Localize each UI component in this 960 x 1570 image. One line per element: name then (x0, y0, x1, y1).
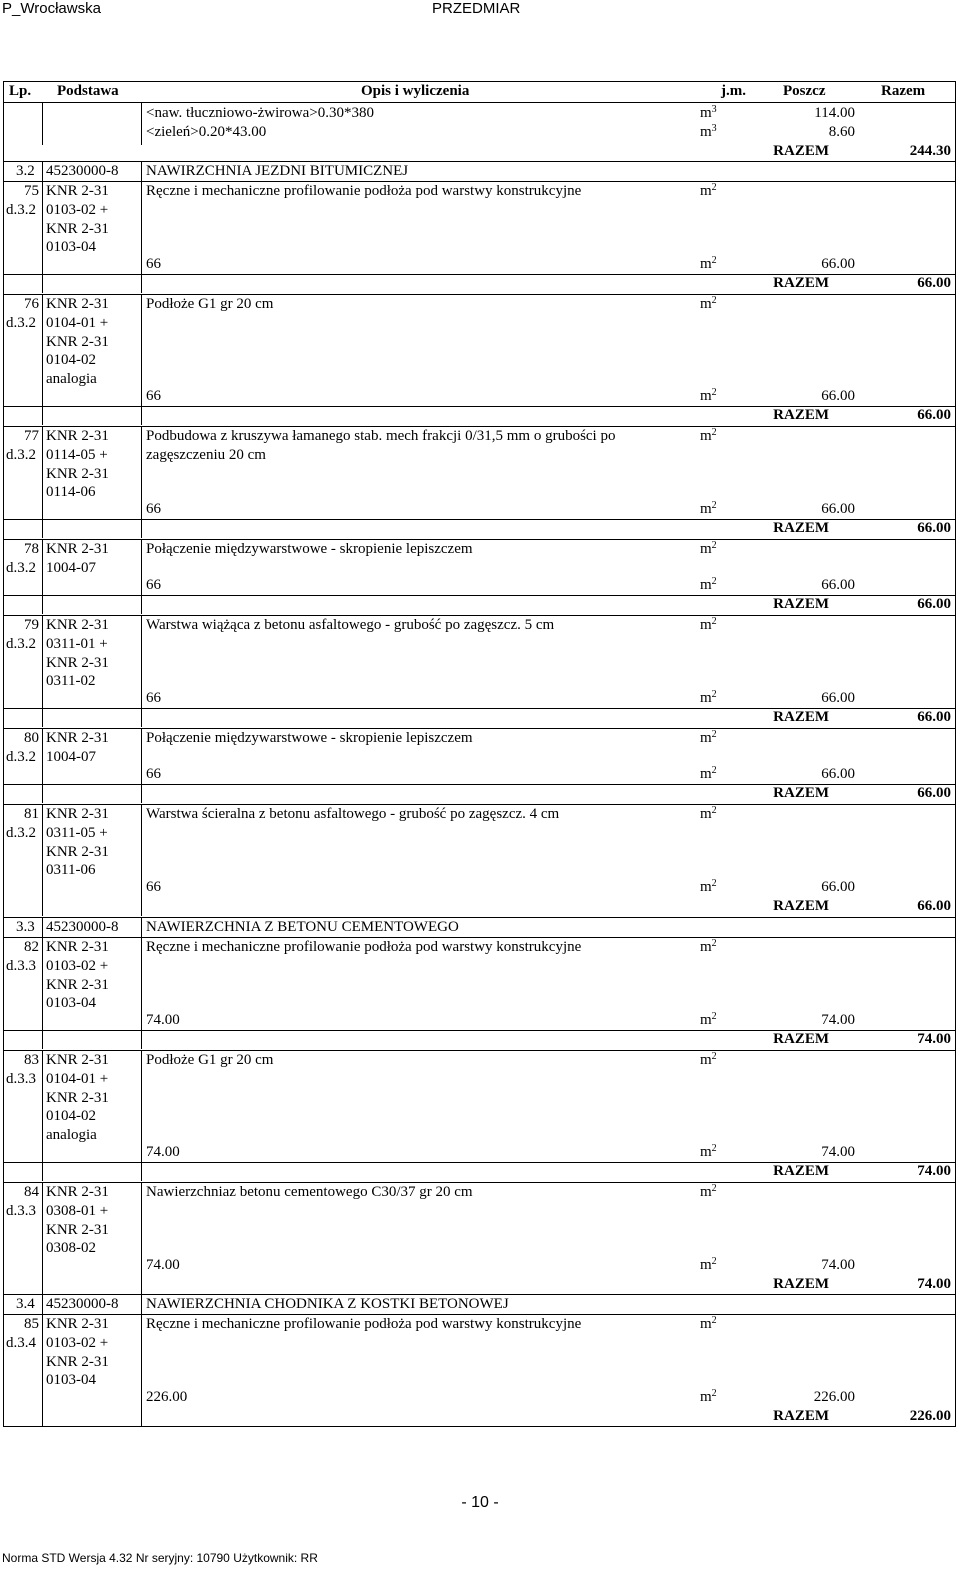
unit-exponent: 2 (711, 1183, 717, 1194)
basis-line: 0311-01 + (46, 635, 108, 652)
unit-exponent: 2 (711, 729, 717, 740)
column-divider (42, 615, 43, 727)
unit-symbol: m (700, 939, 712, 955)
item-reference: d.3.2 (6, 447, 36, 463)
item-number: 80 (24, 730, 39, 746)
basis-line: analogia (46, 1127, 97, 1144)
razem-value: 74.00 (917, 1163, 951, 1179)
unit-exponent: 2 (711, 1388, 717, 1399)
unit-cell (700, 1183, 717, 1202)
unit-cell (700, 540, 717, 559)
row-divider (3, 784, 956, 785)
unit-symbol: m (700, 617, 712, 633)
calc-expression: 66 (146, 690, 161, 706)
unit-symbol: m (700, 806, 712, 822)
basis-line: KNR 2-31 (46, 976, 109, 993)
section-cpv: 45230000-8 (46, 1296, 119, 1312)
quantity-value: 66.00 (821, 879, 855, 895)
row-divider (3, 1162, 956, 1163)
basis-line: KNR 2-31 (46, 617, 109, 633)
unit-exponent: 2 (711, 500, 717, 511)
unit-symbol: m (700, 690, 712, 706)
column-divider (141, 728, 142, 803)
basis-line: KNR 2-31 (46, 654, 109, 671)
unit-symbol: m (700, 124, 712, 140)
basis-line: KNR 2-31 (46, 843, 109, 860)
item-reference: d.3.2 (6, 560, 36, 576)
razem-value: 66.00 (917, 520, 951, 536)
unit-exponent: 2 (711, 540, 717, 551)
unit-cell (700, 123, 717, 142)
unit-cell (700, 765, 717, 784)
col-header-unit: j.m. (721, 83, 746, 99)
razem-label: RAZEM (773, 520, 829, 536)
item-reference: d.3.2 (6, 825, 36, 841)
item-reference: d.3.4 (6, 1335, 36, 1351)
basis-line: KNR 2-31 (46, 183, 109, 199)
item-description: Warstwa wiążąca z betonu asfaltowego - grubość po zagęszcz. 5 cm (146, 617, 555, 633)
unit-symbol: m (700, 105, 712, 121)
unit-cell (700, 182, 717, 201)
unit-exponent: 2 (711, 805, 717, 816)
calc-expression: 66 (146, 879, 161, 895)
col-header-lp: Lp. (9, 83, 32, 99)
calc-expression: 74.00 (146, 1012, 180, 1028)
item-description: zagęszczeniu 20 cm (146, 447, 266, 463)
unit-exponent: 2 (711, 689, 717, 700)
calc-expression: <naw. tłuczniowo-żwirowa>0.30*380 (146, 105, 374, 121)
calc-expression: <zieleń>0.20*43.00 (146, 124, 267, 140)
razem-value: 66.00 (917, 709, 951, 725)
basis-line: 0308-02 (46, 1240, 96, 1257)
item-number: 76 (24, 296, 39, 312)
calc-expression: 226.00 (146, 1389, 188, 1405)
razem-value: 74.00 (917, 1031, 951, 1047)
quantity-value: 66.00 (821, 766, 855, 782)
unit-exponent: 2 (711, 1256, 717, 1267)
column-divider (141, 804, 142, 916)
basis-line: KNR 2-31 (46, 465, 109, 482)
page-number: - 10 - (461, 1494, 499, 1511)
quantity-value: 74.00 (821, 1012, 855, 1028)
item-number: 84 (24, 1184, 39, 1200)
unit-symbol: m (700, 256, 712, 272)
basis-line: KNR 2-31 (46, 939, 109, 955)
basis-line: 0103-02 + (46, 1334, 109, 1351)
basis-line: 1004-07 (46, 748, 96, 765)
razem-value: 74.00 (917, 1276, 951, 1292)
column-divider (141, 426, 142, 538)
column-divider (141, 937, 142, 1049)
unit-cell (700, 1388, 717, 1407)
calc-expression: 66 (146, 766, 161, 782)
unit-exponent: 2 (711, 616, 717, 627)
basis-line: 0311-02 (46, 673, 96, 690)
section-code: 3.2 (16, 163, 35, 179)
section-code: 3.4 (16, 1296, 35, 1312)
unit-cell (700, 387, 717, 406)
column-divider (42, 161, 43, 181)
item-number: 78 (24, 541, 39, 557)
unit-exponent: 3 (711, 104, 717, 115)
item-reference: d.3.2 (6, 636, 36, 652)
basis-line: KNR 2-31 (46, 1353, 109, 1370)
item-reference: d.3.3 (6, 958, 36, 974)
column-divider (141, 161, 142, 181)
calc-expression: 74.00 (146, 1144, 180, 1160)
unit-exponent: 2 (711, 938, 717, 949)
quantity-value: 66.00 (821, 690, 855, 706)
unit-symbol: m (700, 577, 712, 593)
unit-symbol: m (700, 1012, 712, 1028)
item-number: 75 (24, 183, 39, 199)
column-divider (141, 1294, 142, 1314)
item-reference: d.3.3 (6, 1071, 36, 1087)
row-divider (3, 708, 956, 709)
row-divider (3, 1030, 956, 1031)
quantity-value: 66.00 (821, 501, 855, 517)
unit-cell (700, 805, 717, 824)
unit-symbol: m (700, 1389, 712, 1405)
unit-exponent: 2 (711, 1051, 717, 1062)
unit-exponent: 3 (711, 123, 717, 134)
basis-line: KNR 2-31 (46, 220, 109, 237)
col-header-total: Razem (881, 83, 926, 99)
column-divider (42, 917, 43, 937)
unit-cell (700, 1315, 717, 1334)
unit-symbol: m (700, 1052, 712, 1068)
section-cpv: 45230000-8 (46, 919, 119, 935)
item-description: Podbudowa z kruszywa łamanego stab. mech frakcji 0/31,5 mm o grubości po (146, 428, 616, 444)
razem-value: 226.00 (909, 1408, 951, 1424)
unit-cell (700, 255, 717, 274)
column-divider (42, 728, 43, 803)
unit-symbol: m (700, 428, 712, 444)
unit-cell (700, 878, 717, 897)
unit-symbol: m (700, 1257, 712, 1273)
software-info: Norma STD Wersja 4.32 Nr seryjny: 10790 Użytkownik: RR (2, 1551, 318, 1565)
basis-line: KNR 2-31 (46, 1052, 109, 1068)
basis-line: KNR 2-31 (46, 333, 109, 350)
unit-symbol: m (700, 730, 712, 746)
item-description: Ręczne i mechaniczne profilowanie podłoża pod warstwy konstrukcyjne (146, 1316, 582, 1332)
razem-label: RAZEM (773, 275, 829, 291)
unit-symbol: m (700, 879, 712, 895)
unit-exponent: 2 (711, 182, 717, 193)
unit-symbol: m (700, 1316, 712, 1332)
row-divider (3, 406, 956, 407)
quantity-value: 8.60 (828, 124, 855, 140)
basis-line: KNR 2-31 (46, 730, 109, 746)
basis-line: 0104-01 + (46, 314, 109, 331)
unit-cell (700, 500, 717, 519)
basis-line: 0311-06 (46, 862, 96, 879)
quantity-value: 74.00 (821, 1257, 855, 1273)
basis-line: KNR 2-31 (46, 1221, 109, 1238)
item-reference: d.3.3 (6, 1203, 36, 1219)
unit-symbol: m (700, 1144, 712, 1160)
basis-line: KNR 2-31 (46, 1089, 109, 1106)
column-divider (141, 1314, 142, 1426)
column-divider (42, 181, 43, 293)
basis-line: 0114-05 + (46, 446, 108, 463)
quantity-value: 74.00 (821, 1144, 855, 1160)
document-name: P_Wrocławska (2, 0, 101, 17)
basis-line: 0114-06 (46, 484, 96, 501)
item-description: Połączenie międzywarstwowe - skropienie lepiszczem (146, 541, 473, 557)
razem-label: RAZEM (773, 1276, 829, 1292)
basis-line: 0103-04 (46, 1372, 96, 1389)
row-divider (3, 274, 956, 275)
unit-symbol: m (700, 501, 712, 517)
unit-cell (700, 616, 717, 635)
quantity-value: 66.00 (821, 577, 855, 593)
unit-exponent: 2 (711, 427, 717, 438)
column-divider (42, 1314, 43, 1426)
unit-exponent: 2 (711, 1143, 717, 1154)
calc-expression: 66 (146, 388, 161, 404)
basis-line: KNR 2-31 (46, 296, 109, 312)
razem-label: RAZEM (773, 1408, 829, 1424)
quantity-value: 66.00 (821, 388, 855, 404)
item-number: 81 (24, 806, 39, 822)
razem-value: 66.00 (917, 785, 951, 801)
unit-cell (700, 1051, 717, 1070)
column-divider (42, 103, 43, 145)
basis-line: analogia (46, 371, 97, 388)
unit-cell (700, 1256, 717, 1275)
basis-line: KNR 2-31 (46, 806, 109, 822)
unit-symbol: m (700, 183, 712, 199)
col-header-basis: Podstawa (57, 83, 119, 99)
table-header (3, 81, 956, 103)
razem-label: RAZEM (773, 1163, 829, 1179)
column-divider (141, 103, 142, 145)
section-title: NAWIRZCHNIA JEZDNI BITUMICZNEJ (146, 163, 409, 179)
item-description: Podłoże G1 gr 20 cm (146, 296, 274, 312)
basis-line: 0104-01 + (46, 1070, 109, 1087)
unit-cell (700, 938, 717, 957)
razem-value: 66.00 (917, 407, 951, 423)
item-number: 83 (24, 1052, 39, 1068)
unit-cell (700, 689, 717, 708)
column-divider (42, 804, 43, 916)
razem-label: RAZEM (773, 709, 829, 725)
unit-exponent: 2 (711, 1315, 717, 1326)
unit-cell (700, 729, 717, 748)
document-title: PRZEDMIAR (432, 0, 521, 17)
basis-line: 0103-04 (46, 239, 96, 256)
col-header-description: Opis i wyliczenia (361, 83, 470, 99)
item-description: Ręczne i mechaniczne profilowanie podłoża pod warstwy konstrukcyjne (146, 183, 582, 199)
unit-exponent: 2 (711, 878, 717, 889)
razem-value: 66.00 (917, 596, 951, 612)
item-number: 77 (24, 428, 39, 444)
quantity-value: 226.00 (813, 1389, 855, 1405)
column-divider (141, 615, 142, 727)
column-divider (141, 181, 142, 293)
unit-cell (700, 576, 717, 595)
item-reference: d.3.2 (6, 749, 36, 765)
razem-label: RAZEM (773, 143, 829, 159)
basis-line: 0103-02 + (46, 957, 109, 974)
unit-exponent: 2 (711, 1011, 717, 1022)
item-reference: d.3.2 (6, 315, 36, 331)
razem-value: 66.00 (917, 275, 951, 291)
unit-symbol: m (700, 296, 712, 312)
column-divider (42, 1182, 43, 1294)
item-description: Podłoże G1 gr 20 cm (146, 1052, 274, 1068)
basis-line: 1004-07 (46, 559, 96, 576)
razem-label: RAZEM (773, 407, 829, 423)
item-reference: d.3.2 (6, 202, 36, 218)
column-divider (141, 917, 142, 937)
unit-symbol: m (700, 766, 712, 782)
basis-line: KNR 2-31 (46, 1184, 109, 1200)
calc-expression: 66 (146, 256, 161, 272)
unit-cell (700, 104, 717, 123)
razem-label: RAZEM (773, 596, 829, 612)
unit-symbol: m (700, 1184, 712, 1200)
quantity-value: 114.00 (814, 105, 855, 121)
unit-exponent: 2 (711, 387, 717, 398)
unit-exponent: 2 (711, 765, 717, 776)
basis-line: KNR 2-31 (46, 428, 109, 444)
basis-line: 0103-02 + (46, 201, 109, 218)
unit-exponent: 2 (711, 576, 717, 587)
unit-cell (700, 1143, 717, 1162)
unit-symbol: m (700, 541, 712, 557)
column-divider (141, 539, 142, 614)
row-divider (3, 519, 956, 520)
basis-line: 0104-02 (46, 1108, 96, 1125)
section-title: NAWIERZCHNIA Z BETONU CEMENTOWEGO (146, 919, 459, 935)
unit-exponent: 2 (711, 255, 717, 266)
basis-line: KNR 2-31 (46, 1316, 109, 1332)
section-code: 3.3 (16, 919, 35, 935)
col-header-quantity: Poszcz (783, 83, 826, 99)
unit-symbol: m (700, 388, 712, 404)
column-divider (42, 937, 43, 1049)
calc-expression: 66 (146, 501, 161, 517)
quantity-value: 66.00 (821, 256, 855, 272)
unit-cell (700, 1011, 717, 1030)
section-cpv: 45230000-8 (46, 163, 119, 179)
calc-expression: 74.00 (146, 1257, 180, 1273)
column-divider (42, 1294, 43, 1314)
razem-label: RAZEM (773, 785, 829, 801)
unit-exponent: 2 (711, 295, 717, 306)
unit-cell (700, 427, 717, 446)
basis-line: 0308-01 + (46, 1202, 109, 1219)
column-divider (141, 1182, 142, 1294)
basis-line: 0104-02 (46, 352, 96, 369)
column-divider (42, 539, 43, 614)
razem-value: 66.00 (917, 898, 951, 914)
basis-line: KNR 2-31 (46, 541, 109, 557)
unit-cell (700, 295, 717, 314)
razem-label: RAZEM (773, 898, 829, 914)
item-description: Nawierzchniaz betonu cementowego C30/37 gr 20 cm (146, 1184, 473, 1200)
item-description: Połączenie międzywarstwowe - skropienie lepiszczem (146, 730, 473, 746)
section-title: NAWIERZCHNIA CHODNIKA Z KOSTKI BETONOWEJ (146, 1296, 509, 1312)
razem-value: 244.30 (909, 143, 951, 159)
item-number: 79 (24, 617, 39, 633)
item-description: Warstwa ścieralna z betonu asfaltowego - grubość po zagęszcz. 4 cm (146, 806, 560, 822)
calc-expression: 66 (146, 577, 161, 593)
item-number: 85 (24, 1316, 39, 1332)
basis-line: 0103-04 (46, 995, 96, 1012)
column-divider (42, 426, 43, 538)
basis-line: 0311-05 + (46, 824, 108, 841)
razem-label: RAZEM (773, 1031, 829, 1047)
item-description: Ręczne i mechaniczne profilowanie podłoża pod warstwy konstrukcyjne (146, 939, 582, 955)
item-number: 82 (24, 939, 39, 955)
row-divider (3, 595, 956, 596)
